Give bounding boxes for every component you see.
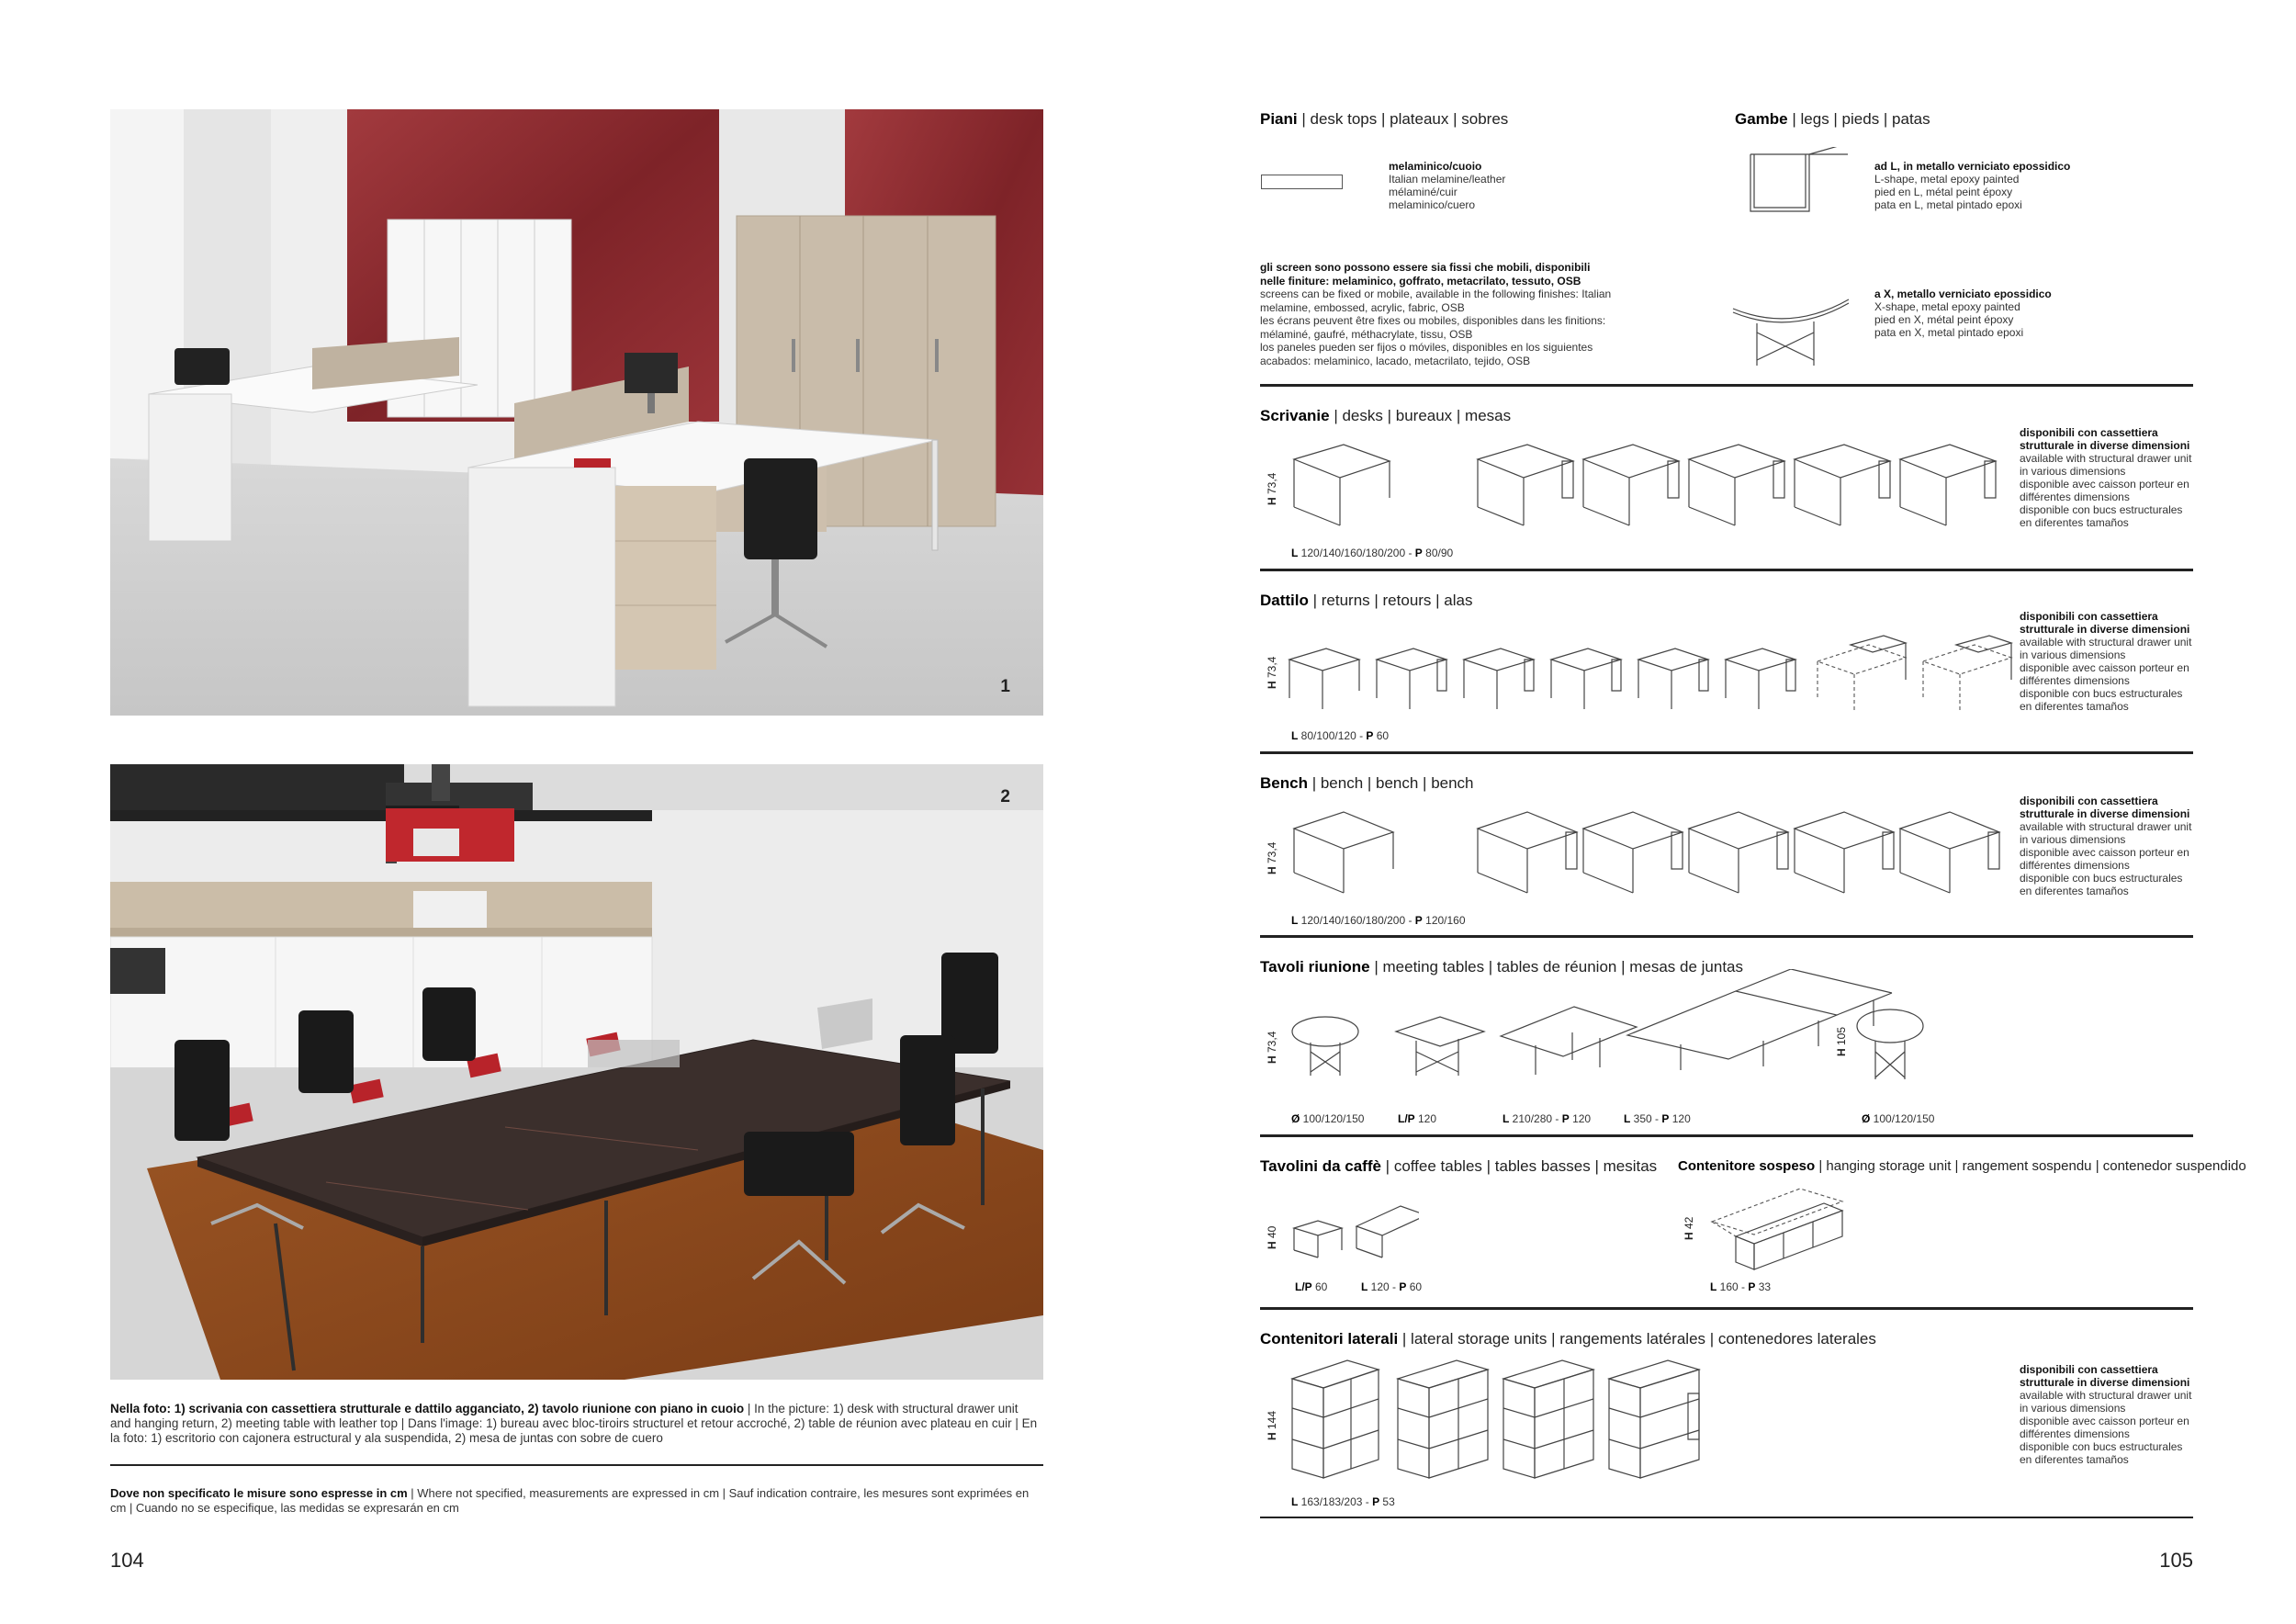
gambe-header xyxy=(1735,110,1930,129)
tavoli-subtitle: | meeting tables | tables de réunion | mesas de juntas xyxy=(1369,958,1744,976)
tavoli-dim-2: L/P 120 xyxy=(1398,1112,1437,1125)
piani-finish-line: mélaminé/cuir xyxy=(1389,186,1458,198)
contenitore-dimensions: L 160 - P 33 xyxy=(1710,1280,1772,1293)
photo-2-number: 2 xyxy=(1000,787,1010,806)
screen-line: gli screen sono possono essere sia fissi che mobili, disponibili xyxy=(1260,261,1591,274)
gambe-subtitle: | legs | pieds | patas xyxy=(1787,110,1930,128)
storage-unit-drawing xyxy=(1398,1360,1488,1478)
contenitore-title: Contenitore sospeso xyxy=(1678,1158,1816,1174)
tavoli-drawings xyxy=(1286,969,1984,1093)
storage-unit-drawing xyxy=(1292,1360,1379,1478)
piani-finish-line: Italian melamine/leather xyxy=(1389,173,1506,186)
tavolini-height: H 40 xyxy=(1266,1225,1278,1249)
scrivanie-drawings xyxy=(1290,432,2025,537)
contenitore-subtitle: | hanging storage unit | rangement sospendu | contenedor suspendido xyxy=(1815,1158,2246,1174)
screen-line: nelle finiture: melaminico, goffrato, metacrilato, tessuto, OSB xyxy=(1260,274,1581,288)
photo-2 xyxy=(110,764,1043,1380)
gambe-x-line: X-shape, metal epoxy painted xyxy=(1874,300,2020,313)
bottom-rule xyxy=(1260,1517,2193,1518)
desk-with-drawer-drawing xyxy=(1689,445,1784,525)
leg-l-drawing xyxy=(1745,147,1855,220)
caption-bold: Nella foto: 1) scrivania con cassettiera strutturale e dattilo agganciato, 2) tavolo riunione con piano in cuoio xyxy=(110,1402,745,1415)
left-rule xyxy=(110,1464,1043,1466)
desktop-swatch xyxy=(1261,175,1343,189)
piani-title: Piani xyxy=(1260,110,1298,128)
section-rule xyxy=(1260,1307,2193,1310)
contenitori-dimensions: L 163/183/203 - P 53 xyxy=(1291,1495,1395,1508)
gambe-x-line: pied en X, métal peint époxy xyxy=(1874,313,2014,326)
leg-x-drawing xyxy=(1731,296,1851,369)
tavoli-dim-3: L 210/280 - P 120 xyxy=(1503,1112,1592,1125)
dattilo-dimensions: L 80/100/120 - P 60 xyxy=(1291,729,1390,742)
gambe-title: Gambe xyxy=(1735,110,1788,128)
contenitore-header xyxy=(1678,1157,2246,1176)
photo-1 xyxy=(110,109,1043,716)
screen-line: melamine, embossed, acrylic, fabric, OSB xyxy=(1260,300,1465,314)
drawer-note: disponibili con cassettiera strutturale in diverse dimensioni available with structural drawer unit in various dimensions disponible avec caisson porteur en différentes dimensions disponible con bucs estructurales en diferentes tamaños xyxy=(2020,426,2192,529)
tavolini-header xyxy=(1260,1157,1657,1176)
tavolini-title: Tavolini da caffè xyxy=(1260,1157,1381,1175)
tavoli-dim-4: L 350 - P 120 xyxy=(1624,1112,1691,1125)
storage-unit-drawing xyxy=(1503,1360,1593,1478)
bench-dimensions: L 120/140/160/180/200 - P 120/160 xyxy=(1291,914,1466,927)
tavoli-dim-5: Ø 100/120/150 xyxy=(1862,1112,1935,1125)
contenitori-header xyxy=(1260,1330,1876,1348)
caption-text: | In the picture: 1) desk with structural drawer unit and hanging return, 2) meeting table with leather top | Dans l'image: 1) bureau avec bloc-tiroirs structurel et retour accroché, 2) table de réunion avec plateau en cuir | En la foto: 1) escritorio con cajonera estructural y ala suspendida, 2) mesa de juntas con sobre de cuero xyxy=(110,1402,1038,1445)
desk-drawing xyxy=(1294,445,1390,525)
measure-note xyxy=(110,1486,1038,1516)
piani-subtitle: | desk tops | plateaux | sobres xyxy=(1297,110,1509,128)
contenitore-height: H 42 xyxy=(1683,1216,1695,1240)
section-rule xyxy=(1260,935,2193,938)
desk-with-drawer-drawing xyxy=(1583,445,1679,525)
tavoli-dim-1: Ø 100/120/150 xyxy=(1291,1112,1365,1125)
bench-title: Bench xyxy=(1260,774,1308,792)
dattilo-drawings xyxy=(1286,634,2020,730)
tavoli-height: H 73,4 xyxy=(1266,1031,1278,1064)
tavolini-dim-2: L 120 - P 60 xyxy=(1361,1280,1423,1293)
page-number-right: 105 xyxy=(2159,1549,2193,1572)
tavoli-title: Tavoli riunione xyxy=(1260,958,1370,976)
measure-note-text: | Where not specified, measurements are expressed in cm | Sauf indication contraire, les mesures sont exprimées en cm | Cuando no se especifique, las medidas se expresarán en cm xyxy=(110,1486,1030,1515)
round-high-table-drawing xyxy=(1857,1009,1923,1079)
section-rule xyxy=(1260,1134,2193,1137)
gambe-x-line: a X, metallo verniciato epossidico xyxy=(1874,288,2052,300)
scrivanie-height: H 73,4 xyxy=(1266,472,1278,505)
section-rule xyxy=(1260,569,2193,571)
gambe-l-line: pied en L, métal peint époxy xyxy=(1874,186,2013,198)
gambe-l-text xyxy=(1874,160,2070,211)
gambe-x-text xyxy=(1874,288,2052,339)
bench-subtitle: | bench | bench | bench xyxy=(1307,774,1474,792)
screen-line: acabados: melaminico, lacado, metacrilato, tejido, OSB xyxy=(1260,354,1531,367)
dattilo-header xyxy=(1260,592,1472,610)
gambe-l-line: L-shape, metal epoxy painted xyxy=(1874,173,2020,186)
desk-with-drawer-drawing xyxy=(1795,445,1890,525)
contenitori-title: Contenitori laterali xyxy=(1260,1330,1399,1348)
contenitori-subtitle: | lateral storage units | rangements latérales | contenedores laterales xyxy=(1398,1330,1876,1348)
tavoli-height-2: H 105 xyxy=(1835,1026,1848,1056)
gambe-l-line: pata en L, metal pintado epoxi xyxy=(1874,198,2022,211)
gambe-x-line: pata en X, metal pintado epoxi xyxy=(1874,326,2024,339)
storage-unit-drawing xyxy=(1609,1360,1699,1478)
bench-drawings xyxy=(1290,799,2025,905)
contenitori-drawings xyxy=(1290,1355,1722,1488)
round-table-drawing xyxy=(1292,1017,1358,1076)
dattilo-height: H 73,4 xyxy=(1266,656,1278,689)
piani-finish xyxy=(1389,160,1505,211)
screen-note xyxy=(1260,261,1618,367)
bench-height: H 73,4 xyxy=(1266,841,1278,874)
tavolini-subtitle: | coffee tables | tables basses | mesitas xyxy=(1380,1157,1658,1175)
photo-caption xyxy=(110,1402,1038,1446)
scrivanie-dimensions: L 120/140/160/180/200 - P 80/90 xyxy=(1291,547,1454,559)
desk-with-drawer-drawing xyxy=(1478,445,1573,525)
photo-1-number: 1 xyxy=(1000,677,1010,696)
gambe-l-line: ad L, in metallo verniciato epossidico xyxy=(1874,160,2071,173)
drawer-note: disponibili con cassettiera strutturale in diverse dimensioni available with structural drawer unit in various dimensions disponible avec caisson porteur en différentes dimensions disponible con bucs estructurales en diferentes tamaños xyxy=(2020,1363,2192,1466)
measure-note-bold: Dove non specificato le misure sono espresse in cm xyxy=(110,1486,408,1500)
section-rule xyxy=(1260,751,2193,754)
drawer-note: disponibili con cassettiera strutturale in diverse dimensioni available with structural drawer unit in various dimensions disponible avec caisson porteur en différentes dimensions disponible con bucs estructurales en diferentes tamaños xyxy=(2020,795,2192,897)
drawer-note: disponibili con cassettiera strutturale in diverse dimensioni available with structural drawer unit in various dimensions disponible avec caisson porteur en différentes dimensions disponible con bucs estructurales en diferentes tamaños xyxy=(2020,610,2192,713)
hanging-unit-drawing xyxy=(1708,1185,1846,1281)
bench-header xyxy=(1260,774,1474,793)
dattilo-title: Dattilo xyxy=(1260,592,1309,609)
scrivanie-title: Scrivanie xyxy=(1260,407,1330,424)
tavolini-drawings xyxy=(1290,1199,1419,1268)
screen-line: los paneles pueden ser fijos o móviles, disponibles en los siguientes xyxy=(1260,341,1593,354)
rectangular-table-drawing xyxy=(1501,1007,1637,1075)
screen-line: les écrans peuvent être fixes ou mobiles, disponibles dans les finitions: xyxy=(1260,314,1606,327)
piani-finish-line: melaminico/cuero xyxy=(1389,198,1476,211)
scrivanie-header xyxy=(1260,407,1511,425)
tavolini-dim-1: L/P 60 xyxy=(1295,1280,1328,1293)
scrivanie-subtitle: | desks | bureaux | mesas xyxy=(1329,407,1512,424)
square-table-drawing xyxy=(1396,1017,1484,1076)
section-rule xyxy=(1260,384,2193,387)
screen-line: mélaminé, gaufré, méthacrylate, tissu, OSB xyxy=(1260,327,1473,341)
page-number-left: 104 xyxy=(110,1549,144,1572)
long-table-drawing xyxy=(1627,969,1892,1070)
screen-line: screens can be fixed or mobile, available in the following finishes: Italian xyxy=(1260,288,1612,300)
piani-finish-line: melaminico/cuoio xyxy=(1389,160,1482,173)
desk-with-drawer-drawing xyxy=(1900,445,1996,525)
contenitori-height: H 144 xyxy=(1266,1410,1278,1440)
dattilo-subtitle: | returns | retours | alas xyxy=(1308,592,1473,609)
piani-header xyxy=(1260,110,1508,129)
